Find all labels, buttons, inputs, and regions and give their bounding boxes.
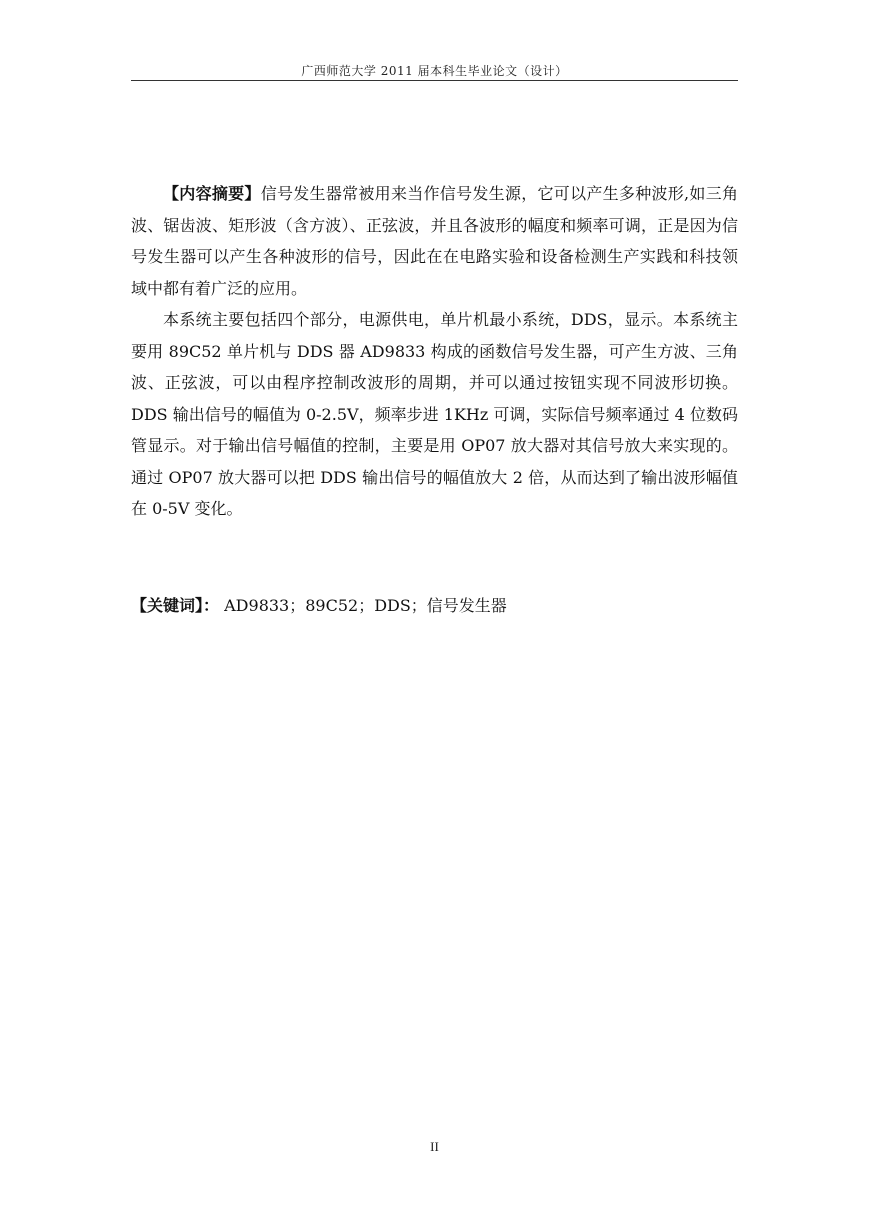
header-rule bbox=[131, 80, 738, 81]
abstract-section bbox=[131, 178, 738, 525]
abstract-paragraph-1 bbox=[131, 178, 738, 304]
abstract-paragraph-2: 本系统主要包括四个部分，电源供电，单片机最小系统，DDS，显示。本系统主要用 89C52 单片机与 DDS 器 AD9833 构成的函数信号发生器，可产生方波、三角波、正弦波，可以由程序控制改波形的周期，并可以通过按钮实现不同波形切换。DDS 输出信号的幅值为 0-2.5V，频率步进 1KHz 可调，实际信号频率通过 4 位数码管显示。对于输出信号幅值的控制，主要是用 OP07 放大器对其信号放大来实现的。通过 OP07 放大器可以把 DDS 输出信号的幅值放大 2 倍，从而达到了输出波形幅值在 0-5V 变化。 bbox=[131, 310, 738, 518]
page-number: II bbox=[430, 1139, 439, 1154]
keywords-label: 【关键词】 bbox=[131, 596, 204, 615]
abstract-label: 【内容摘要】 bbox=[163, 184, 261, 203]
running-header: 广西师范大学 2011 届本科生毕业论文（设计） bbox=[301, 64, 568, 78]
keywords-section bbox=[131, 592, 738, 620]
keywords-colon: ： bbox=[203, 596, 220, 615]
abstract-paragraph-1-text: 信号发生器常被用来当作信号发生源，它可以产生多种波形,如三角波、锯齿波、矩形波（含方波）、正弦波，并且各波形的幅度和频率可调，正是因为信号发生器可以产生各种波形的信号，因此在在电路实验和设备检测生产实践和科技领域中都有着广泛的应用。 bbox=[131, 184, 738, 298]
keywords-text: AD9833；89C52；DDS；信号发生器 bbox=[224, 596, 507, 615]
